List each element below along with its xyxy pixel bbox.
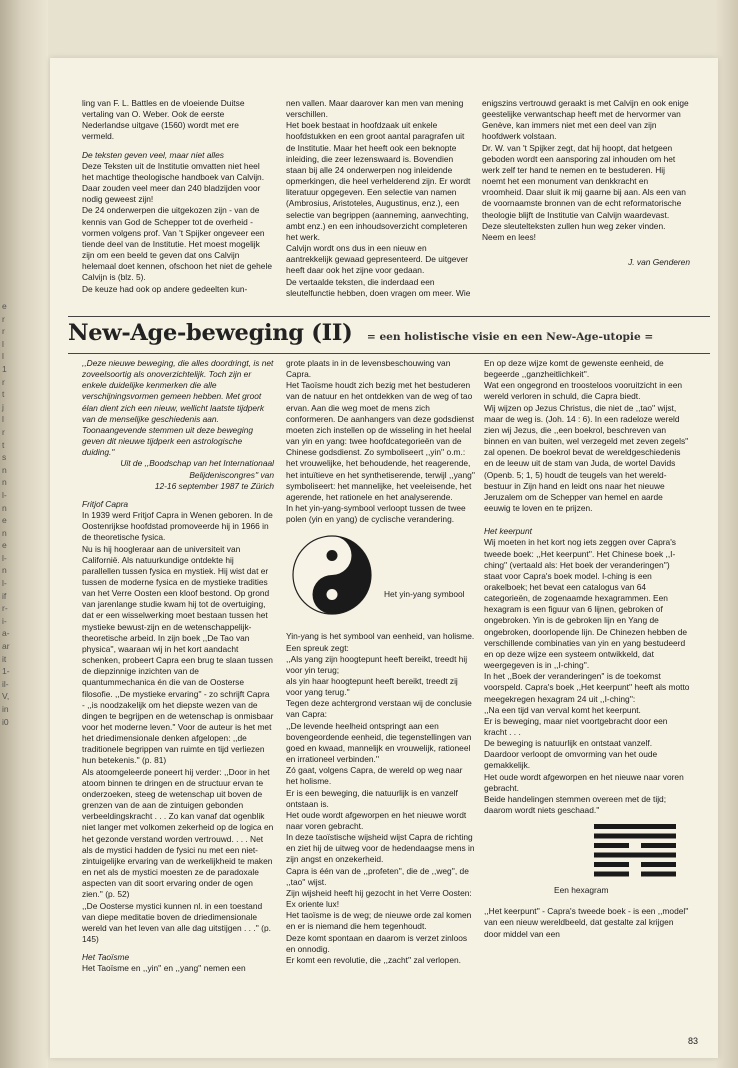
paragraph: Dr. W. van 't Spijker zegt, dat hij hoopt, dat hetgeen geboden wordt een aansporing zal inhouden om het werk zelf ter hand te nemen en te bestuderen. Hij noemt het een monument van denkkracht en vroomheid. Daar sluit ik mij gaarne bij aan. Als een van de voornaamste bronnen van de echt reformatorische theologie blijft de Institutie van Calvijn waardevast. [482,142,686,220]
paragraph: ,,Na een tijd van verval komt het keerpunt. [484,704,641,715]
paragraph: Wij wijzen op Jezus Christus, die niet de ,,tao'' wijst, maar de weg is. (Joh. 14 : 6). In een radeloze wereld zien wij Jezus, die ,,een boekrol, beschreven van binnen en van buiten, wel verzegeld met zeven zegels'' zal openen. De boekrol bevat de wereldgeschiedenis en de leeuw uit de stam van Juda, de wortel Davids (Openb. 5; 1, 5) houdt de teugels van het wereld-bestuur in Zijn hand en leidt ons naar het nieuwe Jeruzalem om de Schepper van hemel en aarde eeuwig te loven en te prijzen. [484,402,689,514]
paragraph: enigszins vertrouwd geraakt is met Calvijn en ook enige geestelijke verwantschap heeft met de hervormer van Genève, kan immers niet met een deel van zijn hoofdwerk volstaan. [482,98,689,142]
gutter-fragment: r [2,376,5,387]
paragraph: ,,Het keerpunt'' - Capra's tweede boek - is een ,,model'' van een nieuw wereldbeeld, dat gestalte zal krijgen door middel van een [484,906,689,939]
paragraph: Zijn wijsheid heeft hij gezocht in het Verre Oosten: Ex oriente lux! [286,887,472,910]
gutter-fragment: V, [2,691,10,702]
article-title: New-Age-beweging (II) [68,320,353,346]
gutter-fragment: n [2,502,7,513]
gutter-fragment: n [2,565,7,576]
paragraph: ,,De levende heelheid ontspringt aan een bovengeordende eenheid, die tegenstellingen van goed en kwaad, mannelijk en vrouwelijk, rationeel en irrationeel verbinden.'' [286,720,472,765]
gutter-fragment: e [2,301,7,311]
paragraph: Calvijn wordt ons dus in een nieuw en aantrekkelijk gewaad gepresenteerd. De uitgever heeft daar ook het zijne voor gedaan. [286,243,469,276]
gutter-fragment: r- [2,603,8,614]
hexagram-broken-line-segment [641,843,676,848]
gutter-fragment: if [2,590,7,601]
hexagram-broken-line-segment [594,862,629,867]
article-title-row [68,320,718,354]
hexagram-figure [484,822,690,898]
paragraph: Beide handelingen stemmen overeen met de tijd; [484,793,667,804]
paragraph: ,,Als yang zijn hoogtepunt heeft bereikt, treedt hij voor yin terug; [286,653,468,675]
gutter-fragment: in [2,704,9,714]
paragraph: In 1939 werd Fritjof Capra in Wenen geboren. In de Oostenrijkse hoofdstad promoveerde hij in 1966 in de theoretische fysica. [82,510,273,543]
paragraph: In het ,,Boek der veranderingen'' is de toekomst voorspeld. Capra's boek ,,Het keerpunt'' heeft als motto meegekregen hexagram 24 uit ,,I-ching'': [484,671,690,704]
review-signature: J. van Genderen [628,257,690,268]
paragraph: In het yin-yang-symbool verloopt tussen de twee polen (yin en yang) de cyclische verandering. [286,503,466,525]
paragraph: Er is een beweging, die natuurlijk is en vanzelf ontstaan is. [286,787,458,809]
facing-page-fragments [2,300,14,728]
page-number: 83 [687,1036,698,1046]
paragraph: nen vallen. Maar daarover kan men van mening verschillen. [286,98,464,120]
gutter-fragment: 1- [2,666,10,677]
gutter-fragment: r [2,426,5,437]
article-subtitle: = een holistische visie en een New-Age-utopie = [366,331,654,343]
paragraph: De vertaalde teksten, die inderdaad een sleutelfunctie hebben, doen vragen om meer. Wie [286,276,471,298]
paragraph: 12-16 september 1987 te Zürich [154,480,274,491]
gutter-fragment: n [2,464,7,475]
paragraph: In deze taoïstische wijsheid wijst Capra de richting en ziet hij de uitweg voor de hedendaagse mens in zijn angst en onzekerheid. [286,832,475,865]
gutter-fragment: r [2,313,5,324]
hexagram-broken-line-segment [641,862,676,867]
gutter-fragment: i0 [2,716,9,727]
gutter-fragment: l- [2,489,7,500]
yin-yang-caption: Het yin-yang symbool [384,589,465,600]
paragraph: Yin-yang is het symbool van eenheid, van holisme. Een spreuk zegt: [286,631,475,653]
gutter-fragment: 1 [2,363,7,374]
paragraph: Uit de ,,Boodschap van het Internationaal Belijdeniscongres'' van [120,458,274,480]
paragraph: Zó gaat, volgens Capra, de wereld op weg naar het holisme. [286,765,463,787]
paragraph: Tegen deze achtergrond verstaan wij de conclusie van Capra: [286,698,472,720]
paragraph: Wat een ongegrond en troosteloos vooruitzicht in een wereld verloren in schuld, die Capra biedt. [484,380,683,402]
gutter-fragment: e [2,540,7,551]
gutter-fragment: t [2,439,5,450]
paragraph: Het Taoïsme en ,,yin'' en ,,yang'' nemen een [82,963,246,974]
article-column-1 [82,358,274,1020]
gutter-fragment: l- [2,552,7,563]
magazine-page [50,58,718,1058]
review-column-2 [286,98,474,298]
paragraph: De beweging is natuurlijk en ontstaat vanzelf. [484,738,653,749]
article-column-2 [286,358,476,1020]
article-column-3 [484,358,690,1020]
paragraph: Als atoomgeleerde poneert hij verder: ,,Door in het atoom binnen te dringen en de structuur ervan te onderzoeken, steeg de wetenschap uit boven de grenzen van de aan de zintuigen gebonden verbeeldingskracht . . . Zo kan vanaf dat ogenblik niet langer met volkomen zekerheid op de logica en het gezonde verstand worden vertrouwd. . . . Net als de mystici hadden de fysici nu met een niet-zintuigelijke ervaring van de werkelijkheid te maken en net als de mystici moesten ze de paradoxale aspecten van dit soort ervaring onder de ogen zien.'' (p. 52) [82,766,274,900]
paragraph: En op deze wijze komt de gewenste eenheid, de begeerde ,,ganzheitlichkeit''. [484,358,664,380]
paragraph: De keuze had ook op andere gedeelten kun- [82,283,248,294]
paragraph: Er komt een revolutie, die ,,zacht'' zal verlopen. [286,954,461,965]
paragraph: Wij moeten in het kort nog iets zeggen over Capra's tweede boek: ,,Het keerpunt''. Het Chinese boek ,,I-ching'' (vertaald als: Het boek der veranderingen'') staat voor Capra's boek model. I-ching is een orakelboek; het bevat een catalogus van 64 categorieën, de zogenaamde hexagrammen. Een hexagram is een figuur van 6 lijnen, gebroken of ongebroken. Yin is de gebroken lijn en Yang de ongebroken, doorlopende lijn. De Chinezen hebben de verschillende combinaties van yin en yang bestudeerd en op deze wijze een systeem ontwikkeld, dat weergegeven is in ,,I-ching''. [484,537,688,671]
hexagram-solid-line [594,834,676,839]
paragraph: Capra is één van de ,,profeten'', die de ,,weg'', de ,,tao'' wijst. [286,865,469,887]
hexagram-solid-line [594,824,676,829]
gutter-fragment: it [2,653,7,664]
gutter-fragment: n [2,527,7,538]
section-divider-title [68,353,710,354]
paragraph: ,,De Oosterse mystici kunnen nl. in een toestand van diepe meditatie boven de driedimensionale wereld van het leven van alle dag uitstijgen . . .'' (p. 145) [82,900,271,944]
gutter-fragment: r [2,326,5,337]
hexagram-broken-line-segment [641,872,676,877]
gutter-fragment: n [2,477,7,488]
paragraph: daarom wordt niets geschaad.'' [484,805,600,816]
paragraph: Het Taoïsme houdt zich bezig met het bestuderen van de natuur en het ontdekken van de weg of tao ervan. Aan die weg moet de mens zich conformeren. De aanhangers van deze godsdienst moeten zich instellen op de wisseling in het heelal van yin en yang: twee hoofdcategorieën van de Chinese godsdienst. Zo symboliseert ,,yin'' o.m.: het vrouwelijke, het behoudende, het reagerende, het intuïtieve en het synthetiserende, terwijl ,,yang'' symboliseert: het mannelijke, het veeleisende, het agerende, het rationele en het analyserende. [286,380,475,502]
subheading: Fritjof Capra [82,498,129,509]
paragraph: Er is beweging, maar niet voortgebracht door een kracht . . . [484,715,668,737]
gutter-fragment: s [2,452,7,463]
subheading: De teksten geven veel, maar niet alles [82,149,224,160]
hexagram-lines [594,824,676,877]
paragraph: ling van F. L. Battles en de vloeiende Duitse vertaling van O. Weber. Ook de eerste Nederlandse uitgave (1560) wordt met ere vermeld. [82,98,245,142]
gutter-fragment: a- [2,628,10,639]
paragraph: grote plaats in in de levensbeschouwing van Capra. [286,358,451,380]
gutter-fragment: t [2,389,5,400]
paragraph: Het taoïsme is de weg; de nieuwe orde zal komen en er is niemand die hem tegenhoudt. [286,910,472,932]
hexagram-broken-line-segment [594,872,629,877]
paragraph: Deze sleutelteksten zullen hun weg zeker vinden. Neem en lees! [482,220,666,242]
yang-dot [327,589,338,600]
paragraph: Deze komt spontaan en daarom is verzet zinloos en onnodig. [286,932,468,954]
gutter-fragment: l- [2,578,7,589]
yin-yang-figure [286,531,476,627]
paragraph: Het oude wordt afgeworpen en het nieuwe wordt naar voren gebracht. [286,809,467,831]
gutter-fragment: j [2,401,4,412]
gutter-fragment: l [2,414,4,425]
yin-dot [327,550,338,561]
hexagram-solid-line [594,853,676,858]
paragraph: Het boek bestaat in hoofdzaak uit enkele hoofdstukken en een groot aantal paragrafen uit de Institutie. Maar het heeft ook een beknopte inleiding, die zeer lezenswaard is. Bovendien staan bij alle 24 onderwerpen nog inleidende opmerkingen, die heel verhelderend zijn. Er wordt literatuur opgegeven. Een selectie van namen (Ambrosius, Aristoteles, Augustinus, enz.), een selectie van begrippen (aanneming, aanvechting, ambt enz.) en een inhoudsoverzicht completeren het werk. [286,120,471,242]
paragraph: als yin haar hoogtepunt heeft bereikt, treedt zij voor yang terug.'' [286,675,458,698]
gutter-fragment: l [2,338,4,349]
hexagram-caption: Een hexagram [554,885,609,896]
review-column-3 [482,98,690,310]
paragraph: Daardoor verloopt de omvorming van het oude gemakkelijk. [484,749,658,771]
subheading: Het keerpunt [484,526,532,537]
section-divider-top [68,316,710,317]
paragraph: Het oude wordt afgeworpen en het nieuwe naar voren gebracht. [484,771,684,793]
gutter-fragment: ar [2,641,10,652]
gutter-fragment: l [2,351,4,362]
paragraph: De 24 onderwerpen die uitgekozen zijn - van de kennis van God de Schepper tot de overheid - vormen volgens prof. Van 't Spijker ongeveer een tiende deel van de Institutie. Het moest mogelijk zijn om een beeld te geven dat ons Calvijn helemaal doet kennen, ofschoon het niet de gehele Calvijn is (blz. 5). [82,205,272,283]
hexagram-broken-line-segment [594,843,629,848]
scan-right-edge [716,0,738,1068]
review-column-1 [82,98,272,294]
subheading: Het Taoïsme [82,952,130,963]
paragraph: Deze Teksten uit de Institutie omvatten niet heel het machtige theologische handboek van Calvijn. Daar zouden veel meer dan 240 bladzijden voor nodig geweest zijn! [82,160,265,205]
paragraph: Nu is hij hoogleraar aan de universiteit van Californië. Als natuurkundige ontdekte hij parallellen tussen fysica en mystiek. Hij wist dat er tussen de moderne fysica en de mystieke tradities van het Verre Oosten een kloof bestond. Op grond van jarenlange studie kwam hij tot de overtuiging, dat er een wisselwerking moet bestaan tussen het mystieke bewust-zijn en de wetenschappelijk-theoretische arbeid. In zijn boek ,,De Tao van physica'', waaraan wij in het kort aandacht schenken, probeert Capra een brug te slaan tussen de diepzinnige inzichten van de quantummechanica én die van de Oosterse filosofie. ,,De mystieke ervaring'' - zo schrijft Capra - ,,is noodzakelijk om het diepste wezen van de dingen te begrijpen en de wetenschap is onmisbaar voor het moderne leven.'' Voor de auteur is het met het driedimensionale denken afgelopen: ,,de traditionele begrippen van ruimte en tijd verliezen hun betekenis.'' (p. 81) [82,543,274,766]
gutter-fragment: i- [2,615,7,626]
gutter-fragment: e [2,515,7,526]
paragraph: ,,Deze nieuwe beweging, die alles doordringt, is net zoveelsoortig als onoverzichtelijk. Toch zijn er enkele duidelijke kenmerken die alle verschijningsvormen gemeen hebben. Met groot élan dient zich een nieuw, wellicht laatste tijdperk van de menselijke geschiedenis aan. Toonaangevende stemmen uit deze beweging geven dit nieuwe tijdperk een astrologische duiding.'' [82,358,274,458]
gutter-fragment: il- [2,678,9,689]
